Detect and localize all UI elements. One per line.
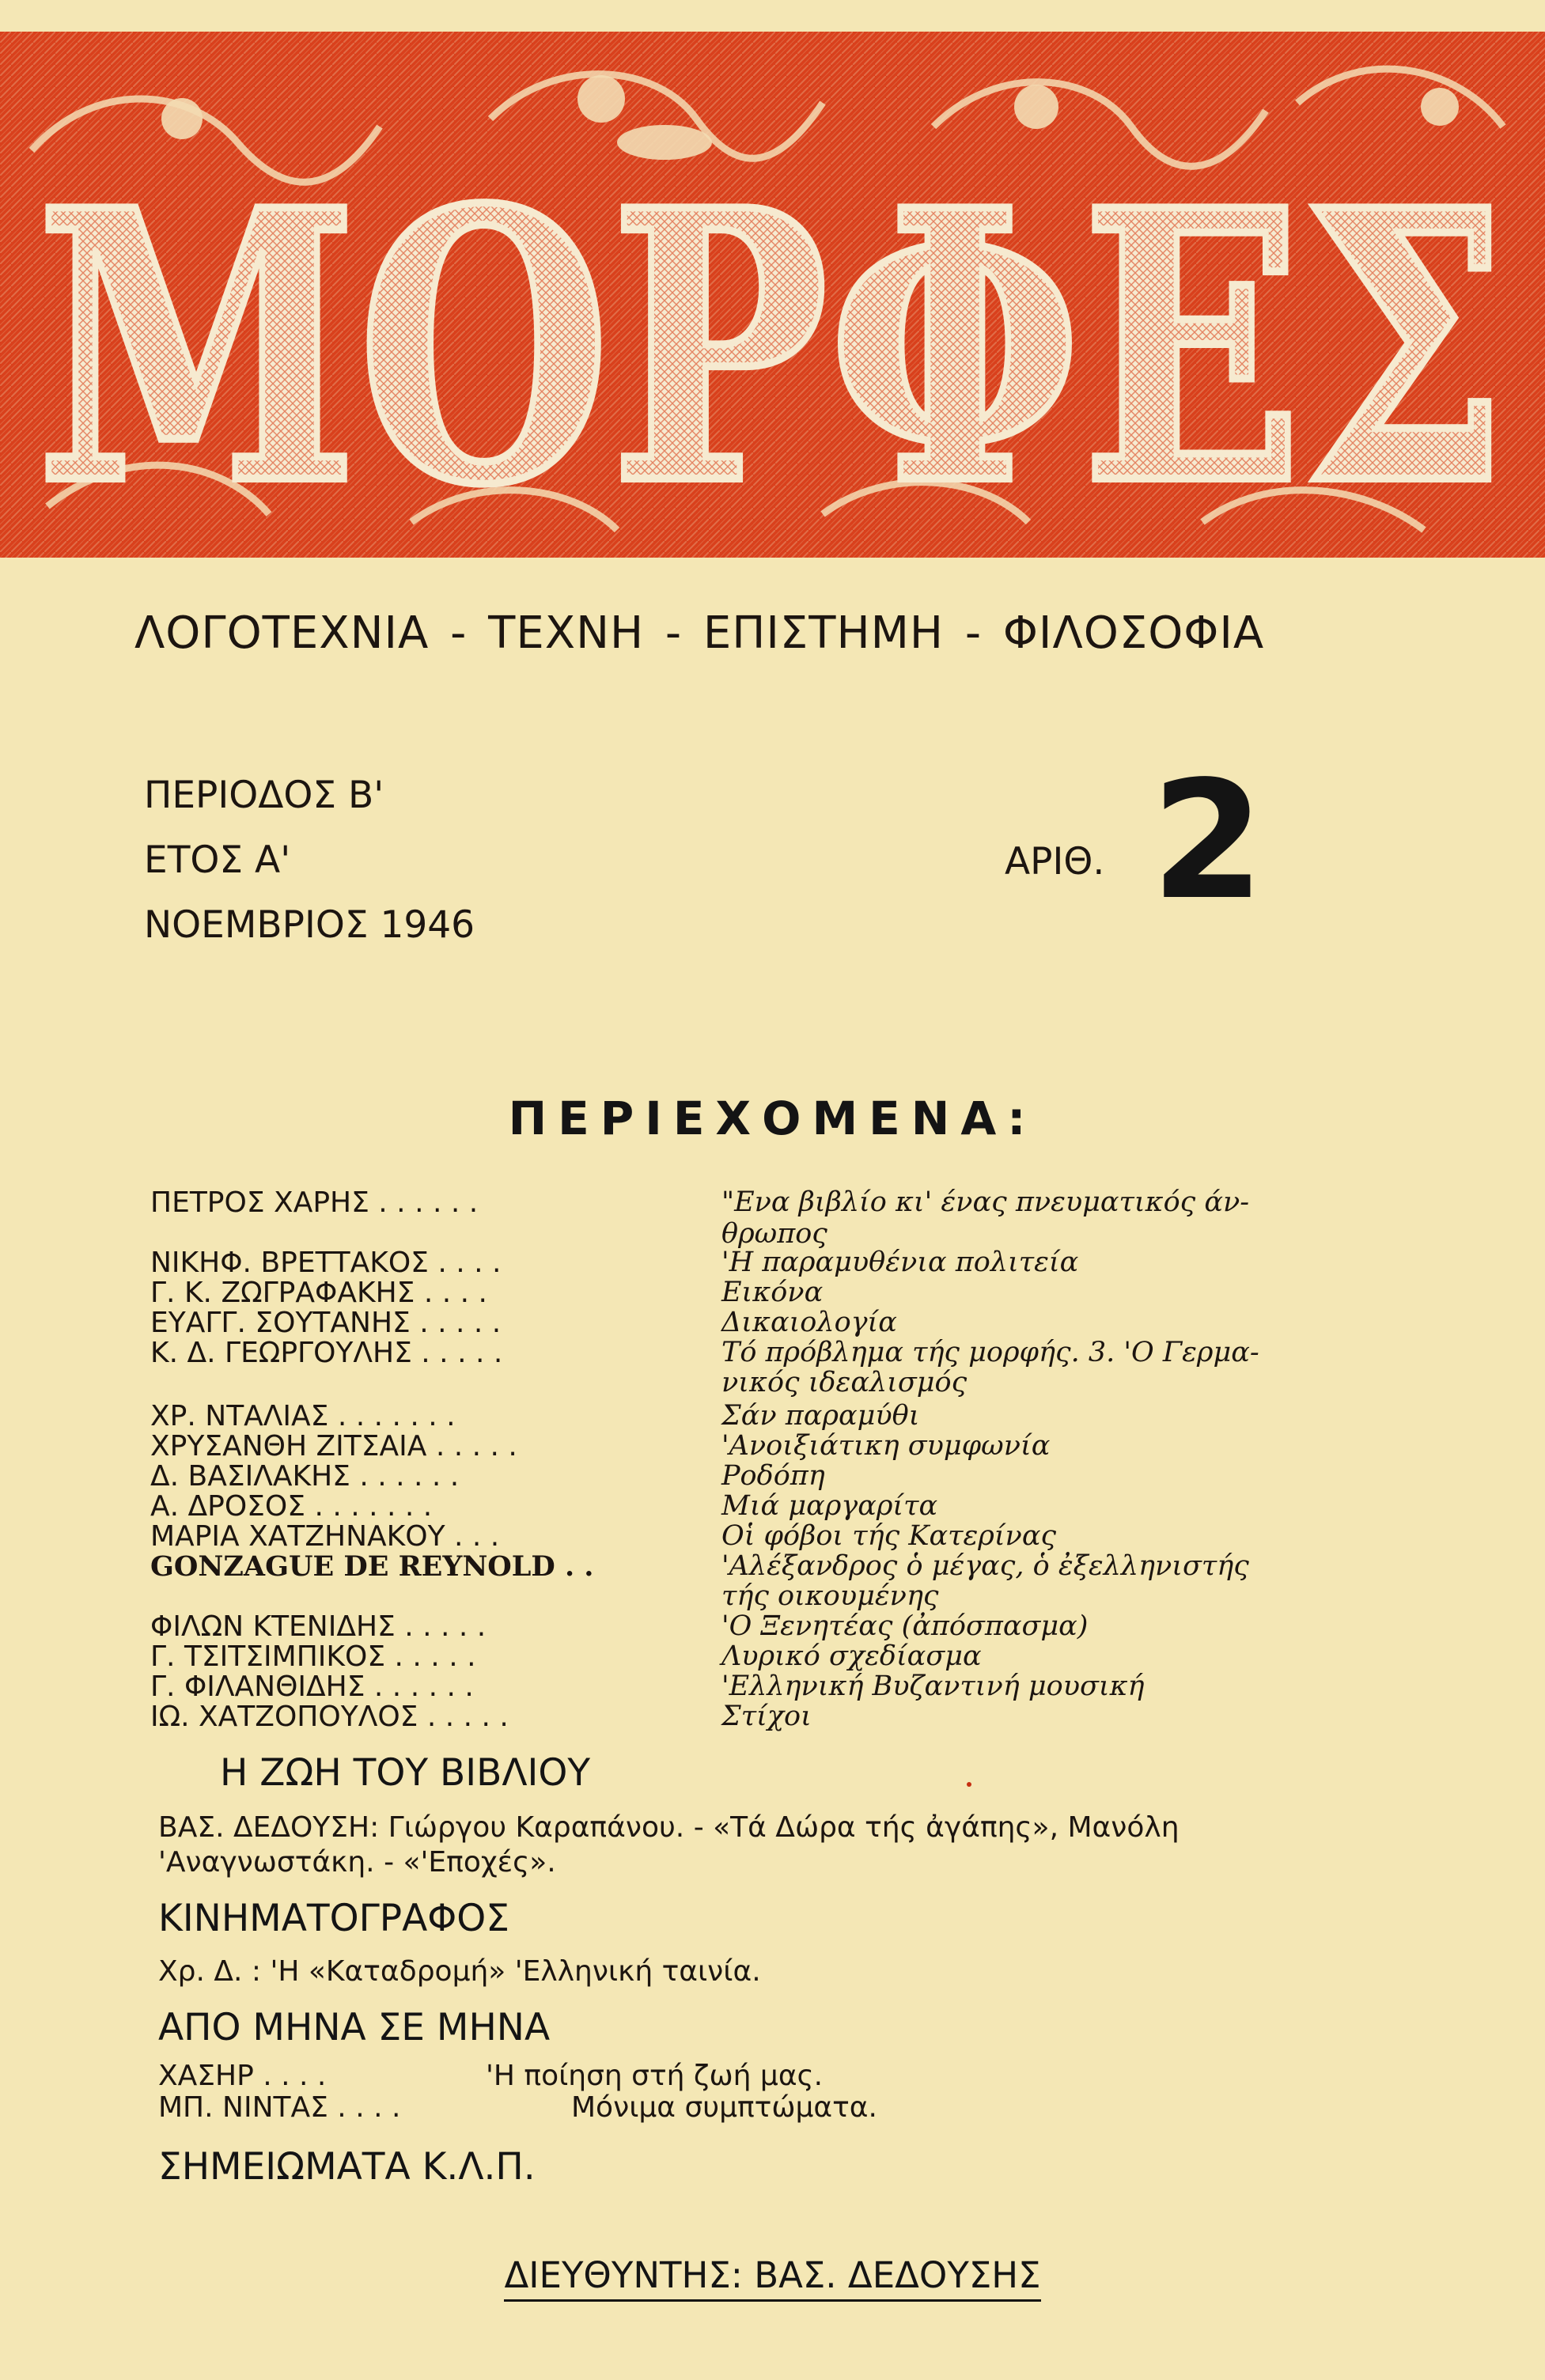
toc-entry — [150, 1337, 1259, 1376]
toc-title: Οἱ φόβοι τής Κατερίνας — [721, 1520, 1057, 1552]
toc-title: Ροδόπη — [721, 1460, 825, 1492]
toc-title: Δικαιολογία — [721, 1307, 897, 1338]
red-dot-mark — [967, 1782, 971, 1787]
issue-number: 2 — [1151, 746, 1265, 936]
month-line-1-title: 'Η ποίηση στή ζωή μας. — [486, 2060, 824, 2092]
month-line-2-title: Μόνιμα συμπτώματα. — [571, 2091, 877, 2124]
toc-author: Γ. Κ. ΖΩΓΡΑΦΑΚΗΣ . . . . — [150, 1277, 487, 1309]
toc-author: Γ. ΦΙΛΑΝΘΙΔΗΣ . . . . . . — [150, 1671, 474, 1703]
toc-author: ΕΥΑΓΓ. ΣΟΥΤΑΝΗΣ . . . . . — [150, 1307, 502, 1339]
toc-title-continued: νικός ιδεαλισμός — [721, 1367, 968, 1398]
toc-title: 'Ανοιξιάτικη συμφωνία — [721, 1430, 1051, 1462]
toc-title: Τό πρόβλημα τής μορφής. 3. 'Ο Γερμα- — [721, 1337, 1259, 1368]
toc-author: Δ. ΒΑΣΙΛΑΚΗΣ . . . . . . — [150, 1460, 460, 1493]
toc-author: ΧΡΥΣΑΝΘΗ ΖΙΤΣΑΙΑ . . . . . — [150, 1430, 517, 1462]
issue-year: ΕΤΟΣ Α' — [144, 838, 291, 882]
issue-date: ΝΟΕΜΒΡΙΟΣ 1946 — [144, 903, 475, 947]
contents-heading: ΠΕΡΙΕΧΟΜΕΝΑ: — [508, 1092, 1037, 1145]
director-text: ΔΙΕΥΘΥΝΤΗΣ: ΒΑΣ. ΔΕΔΟΥΣΗΣ — [504, 2254, 1040, 2302]
issue-period: ΠΕΡΙΟΔΟΣ Β' — [144, 774, 384, 817]
toc-title: Μιά μαργαρίτα — [721, 1490, 938, 1522]
toc-author: ΜΑΡΙΑ ΧΑΤΖΗΝΑΚΟΥ . . . — [150, 1520, 500, 1553]
toc-author: Κ. Δ. ΓΕΩΡΓΟΥΛΗΣ . . . . . — [150, 1337, 503, 1369]
toc-title-continued: τής οικουμένης — [721, 1580, 939, 1612]
toc-author: ΝΙΚΗΦ. ΒΡΕΤΤΑΚΟΣ . . . . — [150, 1247, 502, 1279]
toc-author: GONZAGUE DE REYNOLD . . — [150, 1550, 594, 1583]
section-heading-book-life: Η ΖΩΗ ΤΟΥ ΒΙΒΛΙΟΥ — [220, 1751, 591, 1795]
toc-title: Εικόνα — [721, 1277, 824, 1308]
toc-title: 'Η παραμυθένια πολιτεία — [721, 1247, 1079, 1278]
issue-number-label: ΑΡΙΘ. — [1005, 840, 1105, 884]
masthead-title — [36, 130, 1508, 558]
toc-title: 'Ο Ξενητέας (ἀπόσπασμα) — [721, 1610, 1089, 1642]
toc-author: ΧΡ. ΝΤΑΛΙΑΣ . . . . . . . — [150, 1400, 456, 1432]
month-line-2-author: ΜΠ. ΝΙΝΤΑΣ . . . . — [158, 2091, 401, 2124]
toc-author: ΠΕΤΡΟΣ ΧΑΡΗΣ . . . . . . — [150, 1186, 479, 1219]
cinema-line-1: Χρ. Δ. : 'Η «Καταδρομή» 'Ελληνική ταινία. — [158, 1955, 761, 1988]
month-line-1-author: ΧΑΣΗΡ . . . . — [158, 2060, 327, 2092]
toc-title: 'Αλέξανδρος ὁ μέγας, ὁ ἐξελληνιστής — [721, 1550, 1249, 1582]
toc-title: Λυρικό σχεδίασμα — [721, 1640, 982, 1672]
book-life-line-2: 'Αναγνωστάκη. - «'Εποχές». — [158, 1846, 556, 1879]
masthead-title-text: ΜΟΡΦΕΣ — [36, 130, 1508, 558]
toc-title: Στίχοι — [721, 1701, 812, 1732]
toc-author: ΦΙΛΩΝ ΚΤΕΝΙΔΗΣ . . . . . — [150, 1610, 487, 1643]
toc-author: ΙΩ. ΧΑΤΖΟΠΟΥΛΟΣ . . . . . — [150, 1701, 509, 1733]
toc-entry — [150, 1550, 1249, 1590]
section-heading-month: ΑΠΟ ΜΗΝΑ ΣΕ ΜΗΝΑ — [158, 2006, 551, 2049]
toc-author: Γ. ΤΣΙΤΣΙΜΠΙΚΟΣ . . . . . — [150, 1640, 476, 1673]
toc-entry — [150, 1186, 1250, 1226]
toc-title: "Ενα βιβλίο κι' ένας πνευματικός άν- — [721, 1186, 1250, 1218]
toc-title: 'Ελληνική Βυζαντινή μουσική — [721, 1671, 1145, 1702]
toc-author: Α. ΔΡΟΣΟΣ . . . . . . . — [150, 1490, 433, 1523]
section-heading-notes: ΣΗΜΕΙΩΜΑΤΑ Κ.Λ.Π. — [158, 2145, 536, 2189]
director-line — [0, 2254, 1545, 2302]
toc-title-continued: θρωπος — [721, 1218, 827, 1250]
section-heading-cinema: ΚΙΝΗΜΑΤΟΓΡΑΦΟΣ — [158, 1897, 509, 1940]
masthead-banner — [0, 32, 1545, 558]
masthead-ornament — [0, 32, 1545, 558]
toc-title: Σάν παραμύθι — [721, 1400, 920, 1432]
subtitle: ΛΟΓΟΤΕΧΝΙΑ - ΤΕΧΝΗ - ΕΠΙΣΤΗΜΗ - ΦΙΛΟΣΟΦΙΑ — [134, 607, 1265, 659]
toc-entry — [150, 1701, 812, 1740]
book-life-line-1: ΒΑΣ. ΔΕΔΟΥΣΗ: Γιώργου Καραπάνου. - «Τά Δώρα τής ἀγάπης», Μανόλη — [158, 1811, 1180, 1844]
